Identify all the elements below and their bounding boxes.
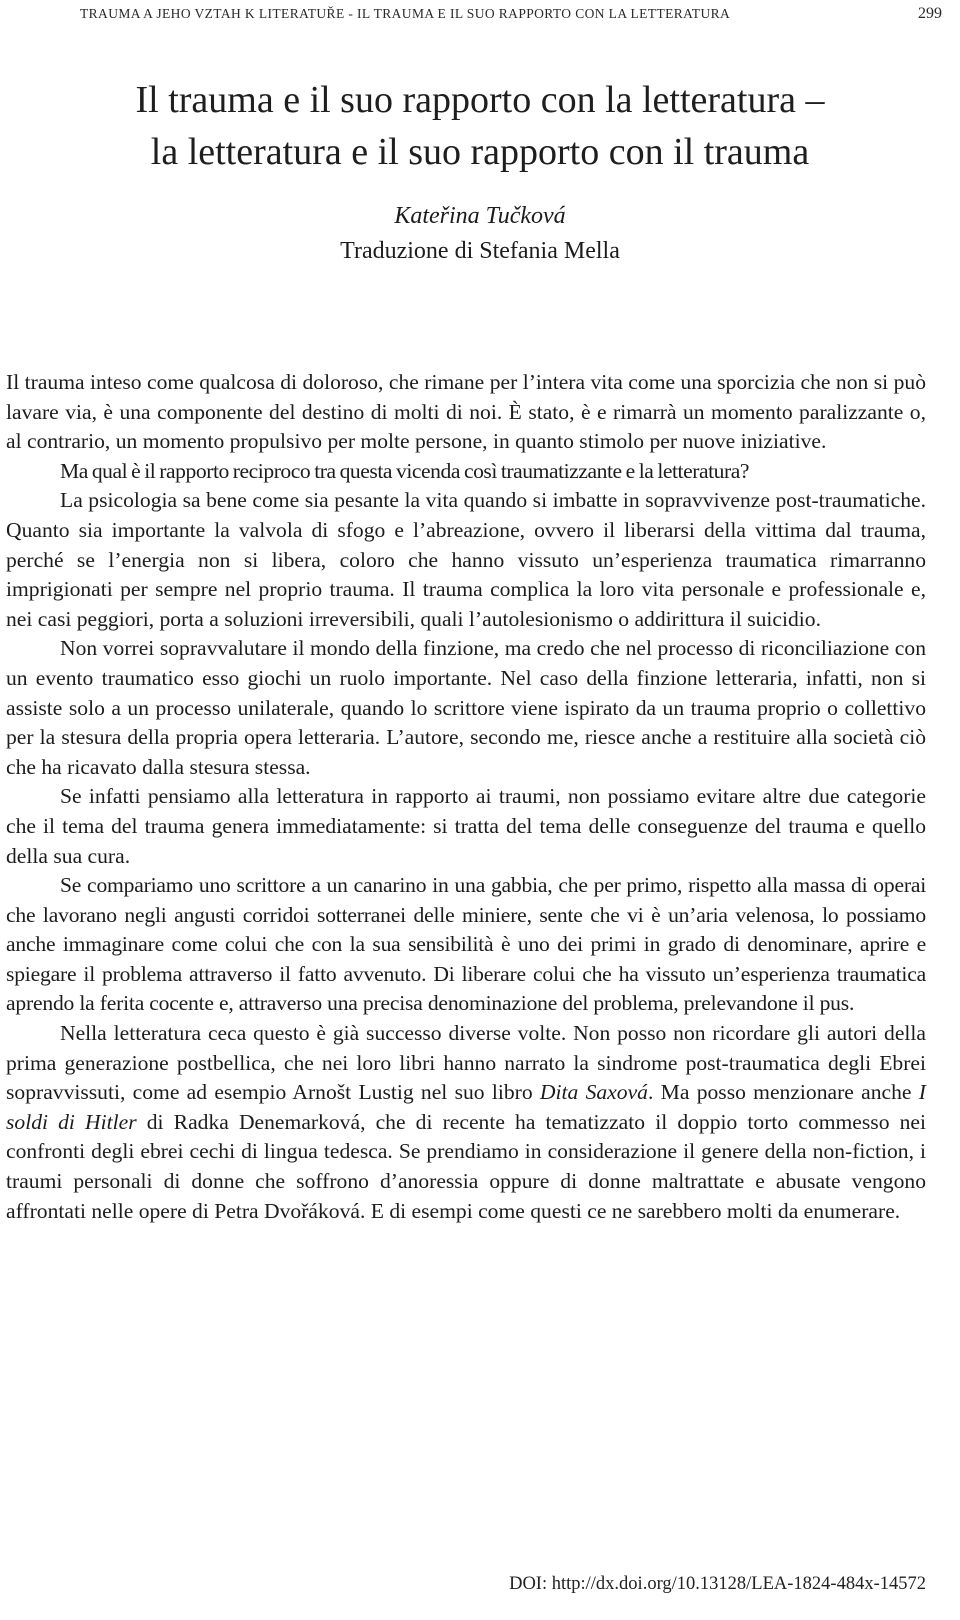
page-number: 299	[918, 5, 942, 22]
title-line-2: la letteratura e il suo rapporto con il trauma	[150, 131, 810, 173]
book-title-dita-saxova: Dita Saxová	[539, 1080, 648, 1105]
paragraph-7-part-a: Nella letteratura ceca questo è già successo diverse volte. Non posso non ricordare gli autori della prima generazione postbellica, che nei loro libri hanno narrato la sindrome post-traumatica degli Ebrei sopravvissuti, come ad esempio Arnošt Lustig nel suo libro	[6, 1021, 926, 1105]
paragraph-7-part-b: . Ma posso menzionare anche	[647, 1080, 919, 1105]
author-name: Kateřina Tučková	[394, 203, 566, 229]
paragraph-7-part-c: di Radka Denemarková, che di recente ha tematizzato il doppio torto commesso nei confronti degli ebrei cechi di lingua tedesca. Se prendiamo in considerazione il genere della non-fiction, i traumi personali di donne che soffrono d’anoressia oppure di donne maltrattate e abusate vengono affrontati nelle opere di Petra Dvořáková. E di esempi come questi ce ne sarebbero molti da enumerare.	[6, 1109, 926, 1223]
article-title	[0, 74, 960, 178]
article-body	[6, 368, 926, 1226]
running-head-text: TRAUMA A JEHO VZTAH K LITERATUŘE - IL TRAUMA E IL SUO RAPPORTO CON LA LETTERATURA	[80, 6, 731, 21]
paragraph-1: Il trauma inteso come qualcosa di doloroso, che rimane per l’intera vita come una sporcizia che non si può lavare via, è una componente del destino di molti di noi. È stato, è e rimarrà un momento paralizzante o, al contrario, un momento propulsivo per molte persone, in quanto stimolo per nuove iniziative.	[6, 370, 926, 454]
paragraph-6: Se compariamo uno scrittore a un canarino in una gabbia, che per primo, rispetto alla massa di operai che lavorano negli angusti corridoi sotterranei delle miniere, sente che vi è un’aria velenosa, lo possiamo anche immaginare come colui che con la sua sensibilità è uno dei primi in grado di denominare, aprire e spiegare il problema attraverso il fatto avvenuto. Di liberare colui che ha vissuto un’esperienza traumatica aprendo la ferita cocente e, attraverso una precisa denominazione del problema, prelevandone il pus.	[6, 873, 926, 1016]
running-head	[80, 6, 942, 30]
paragraph-4: Non vorrei sopravvalutare il mondo della finzione, ma credo che nel processo di riconciliazione con un evento traumatico esso giochi un ruolo importante. Nel caso della finzione letteraria, infatti, non si assiste solo a un processo unilaterale, quando lo scrittore viene ispirato da un trauma proprio o collettivo per la stesura della propria opera letteraria. L’autore, secondo me, riesce anche a restituire alla società ciò che ha ricavato dalla stesura stessa.	[6, 636, 926, 779]
book-title-soldi-di-hitler: I soldi di Hitler	[6, 1080, 926, 1134]
paragraph-5: Se infatti pensiamo alla letteratura in rapporto ai traumi, non possiamo evitare altre due categorie che il tema del trauma genera immediatamente: si tratta del tema delle conseguenze del trauma e quello della sua cura.	[6, 784, 926, 868]
paragraph-2: Ma qual è il rapporto reciproco tra questa vicenda così traumatizzante e la letteratura?	[60, 458, 750, 483]
translator-credit: Traduzione di Stefania Mella	[340, 238, 620, 264]
title-line-1: Il trauma e il suo rapporto con la letteratura –	[135, 79, 825, 121]
paragraph-3: La psicologia sa bene come sia pesante la vita quando si imbatte in sopravvivenze post-traumatiche. Quanto sia importante la valvola di sfogo e l’abreazione, ovvero il liberarsi della vittima dal trauma, perché se l’energia non si libera, coloro che hanno vissuto un’esperienza traumatica rimarranno imprigionati per sempre nel proprio trauma. Il trauma complica la loro vita personale e professionale e, nei casi peggiori, porta a soluzioni irreversibili, quali l’autolesionismo o addirittura il suicidio.	[6, 488, 926, 631]
paragraph-7	[6, 1019, 926, 1226]
doi-footer: DOI: http://dx.doi.org/10.13128/LEA-1824-484x-14572	[509, 1574, 926, 1594]
